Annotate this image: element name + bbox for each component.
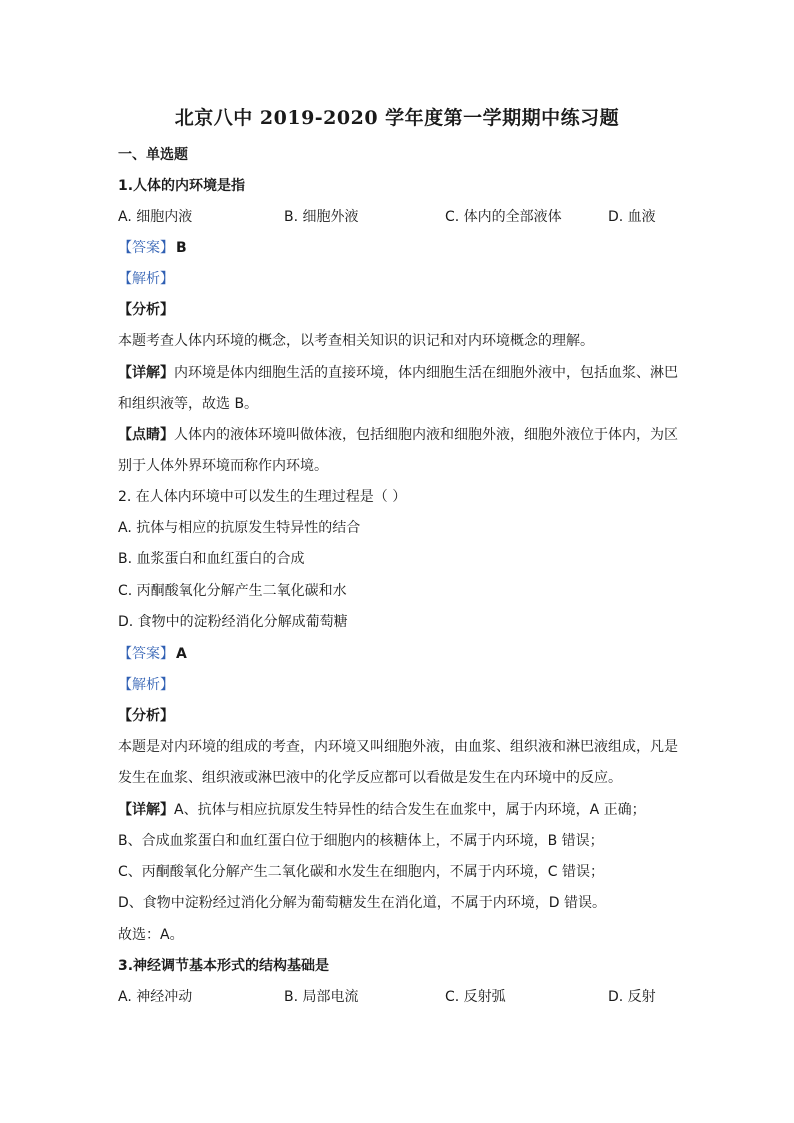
section-heading: 一、单选题 [118, 147, 188, 163]
q1-option-c: C. 体内的全部液体 [445, 209, 562, 225]
q2-detail-line-d: D、食物中淀粉经过消化分解为葡萄糖发生在消化道，不属于内环境，D 错误。 [118, 895, 607, 911]
q2-option-d: D. 食物中的淀粉经消化分解成葡萄糖 [118, 614, 348, 630]
q2-answer [118, 644, 187, 664]
q1-stem [118, 176, 245, 196]
q2-detail-line-b: B、合成血浆蛋白和血红蛋白位于细胞内的核糖体上，不属于内环境，B 错误； [118, 833, 604, 849]
q1-comment-text-1: 人体内的液体环境叫做体液，包括细胞内液和细胞外液，细胞外液位于体内，为区 [174, 427, 678, 443]
q2-option-a: A. 抗体与相应的抗原发生特异性的结合 [118, 520, 361, 536]
q1-detail-label: 【详解】 [118, 365, 174, 381]
q3-option-a: A. 神经冲动 [118, 989, 193, 1005]
q2-detail-label: 【详解】 [118, 802, 174, 818]
q2-fenxi-text-2: 发生在血浆、组织液或淋巴液中的化学反应都可以看做是发生在内环境中的反应。 [118, 770, 622, 786]
q1-fenxi-label: 【分析】 [118, 302, 174, 318]
q2-analysis-label: 【解析】 [118, 677, 174, 693]
q2-answer-value: A [176, 646, 187, 662]
q1-answer [118, 238, 187, 258]
q3-option-b: B. 局部电流 [284, 989, 359, 1005]
q2-fenxi-text-1: 本题是对内环境的组成的考查，内环境又叫细胞外液，由血浆、组织液和淋巴液组成，凡是 [118, 739, 678, 755]
q2-conclusion: 故选：A。 [118, 927, 184, 943]
q1-option-a: A. 细胞内液 [118, 209, 193, 225]
q2-option-b: B. 血浆蛋白和血红蛋白的合成 [118, 551, 305, 567]
q2-detail [118, 800, 646, 820]
q1-option-d: D. 血液 [608, 209, 656, 225]
q1-detail [118, 363, 678, 383]
q2-detail-line-c: C、丙酮酸氧化分解产生二氧化碳和水发生在细胞内，不属于内环境，C 错误； [118, 864, 604, 880]
q1-analysis-label: 【解析】 [118, 271, 174, 287]
q1-fenxi-text: 本题考查人体内环境的概念，以考查相关知识的识记和对内环境概念的理解。 [118, 333, 594, 349]
q1-detail-text-1: 内环境是体内细胞生活的直接环境，体内细胞生活在细胞外液中，包括血浆、淋巴 [174, 365, 678, 381]
q1-stem-text: 1.人体的内环境是指 [118, 178, 246, 194]
q1-option-b: B. 细胞外液 [284, 209, 359, 225]
q2-stem: 2. 在人体内环境中可以发生的生理过程是（ ） [118, 489, 407, 505]
q2-option-c: C. 丙酮酸氧化分解产生二氧化碳和水 [118, 583, 347, 599]
q1-answer-label: 【答案】 [118, 240, 174, 256]
q1-comment-text-2: 别于人体外界环境而称作内环境。 [118, 458, 328, 474]
page-title: 北京八中 2019-2020 学年度第一学期期中练习题 [174, 107, 620, 129]
q3-stem [118, 956, 329, 976]
q1-comment [118, 425, 678, 445]
q2-fenxi-label: 【分析】 [118, 708, 174, 724]
q1-detail-text-2: 和组织液等，故选 B。 [118, 396, 259, 412]
q3-option-d: D. 反射 [608, 989, 656, 1005]
q3-option-c: C. 反射弧 [445, 989, 506, 1005]
q2-answer-label: 【答案】 [118, 646, 174, 662]
q1-comment-label: 【点睛】 [118, 427, 174, 443]
q3-stem-text: 3.神经调节基本形式的结构基础是 [118, 958, 330, 974]
q2-detail-line-a: A、抗体与相应抗原发生特异性的结合发生在血浆中，属于内环境，A 正确； [174, 802, 646, 818]
q1-answer-value: B [176, 240, 187, 256]
